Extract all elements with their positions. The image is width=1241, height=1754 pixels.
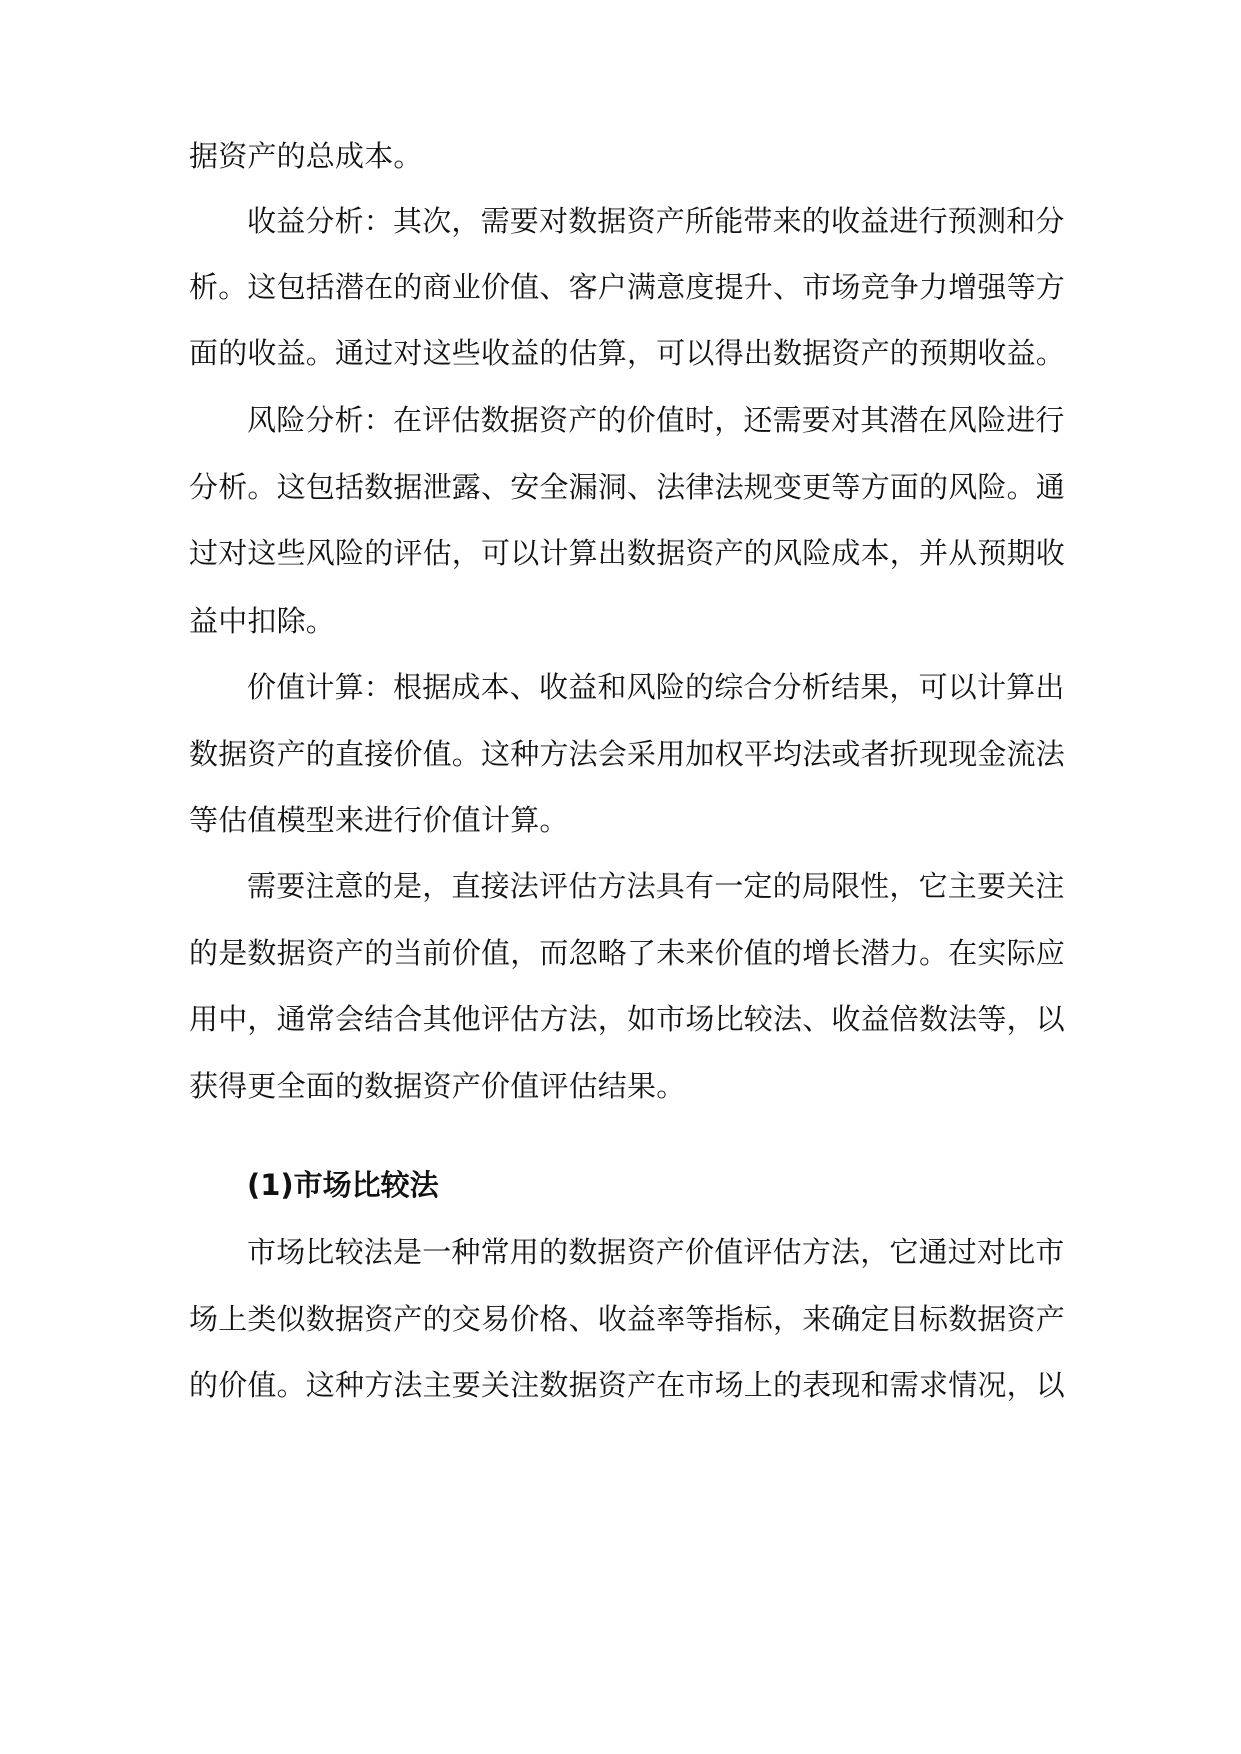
text-line: 的价值。这种方法主要关注数据资产在市场上的表现和需求情况，以: [189, 1368, 1066, 1402]
text-line: 收益分析：其次，需要对数据资产所能带来的收益进行预测和分: [247, 204, 1065, 238]
text-line: 过对这些风险的评估，可以计算出数据资产的风险成本，并从预期收: [189, 536, 1066, 570]
text-line: 据资产的总成本。: [189, 139, 423, 173]
text-line: 面的收益。通过对这些收益的估算，可以得出数据资产的预期收益。: [189, 336, 1066, 370]
text-line: 的是数据资产的当前价值，而忽略了未来价值的增长潜力。在实际应: [189, 936, 1066, 970]
text-line: 分析。这包括数据泄露、安全漏洞、法律法规变更等方面的风险。通: [189, 470, 1066, 504]
section-heading: (1)市场比较法: [247, 1168, 439, 1202]
text-line: 析。这包括潜在的商业价值、客户满意度提升、市场竞争力增强等方: [189, 270, 1066, 304]
text-line: 益中扣除。: [189, 604, 336, 638]
text-line: 等估值模型来进行价值计算。: [189, 803, 569, 837]
text-line: 场上类似数据资产的交易价格、收益率等指标，来确定目标数据资产: [189, 1302, 1066, 1336]
text-line: 价值计算：根据成本、收益和风险的综合分析结果，可以计算出: [247, 670, 1065, 704]
text-line: 需要注意的是，直接法评估方法具有一定的局限性，它主要关注: [247, 869, 1065, 903]
text-line: 用中，通常会结合其他评估方法，如市场比较法、收益倍数法等，以: [189, 1002, 1066, 1036]
text-line: 市场比较法是一种常用的数据资产价值评估方法，它通过对比市: [247, 1235, 1065, 1269]
text-line: 数据资产的直接价值。这种方法会采用加权平均法或者折现现金流法: [189, 737, 1066, 771]
text-line: 获得更全面的数据资产价值评估结果。: [189, 1069, 686, 1103]
text-line: 风险分析：在评估数据资产的价值时，还需要对其潜在风险进行: [247, 403, 1065, 437]
